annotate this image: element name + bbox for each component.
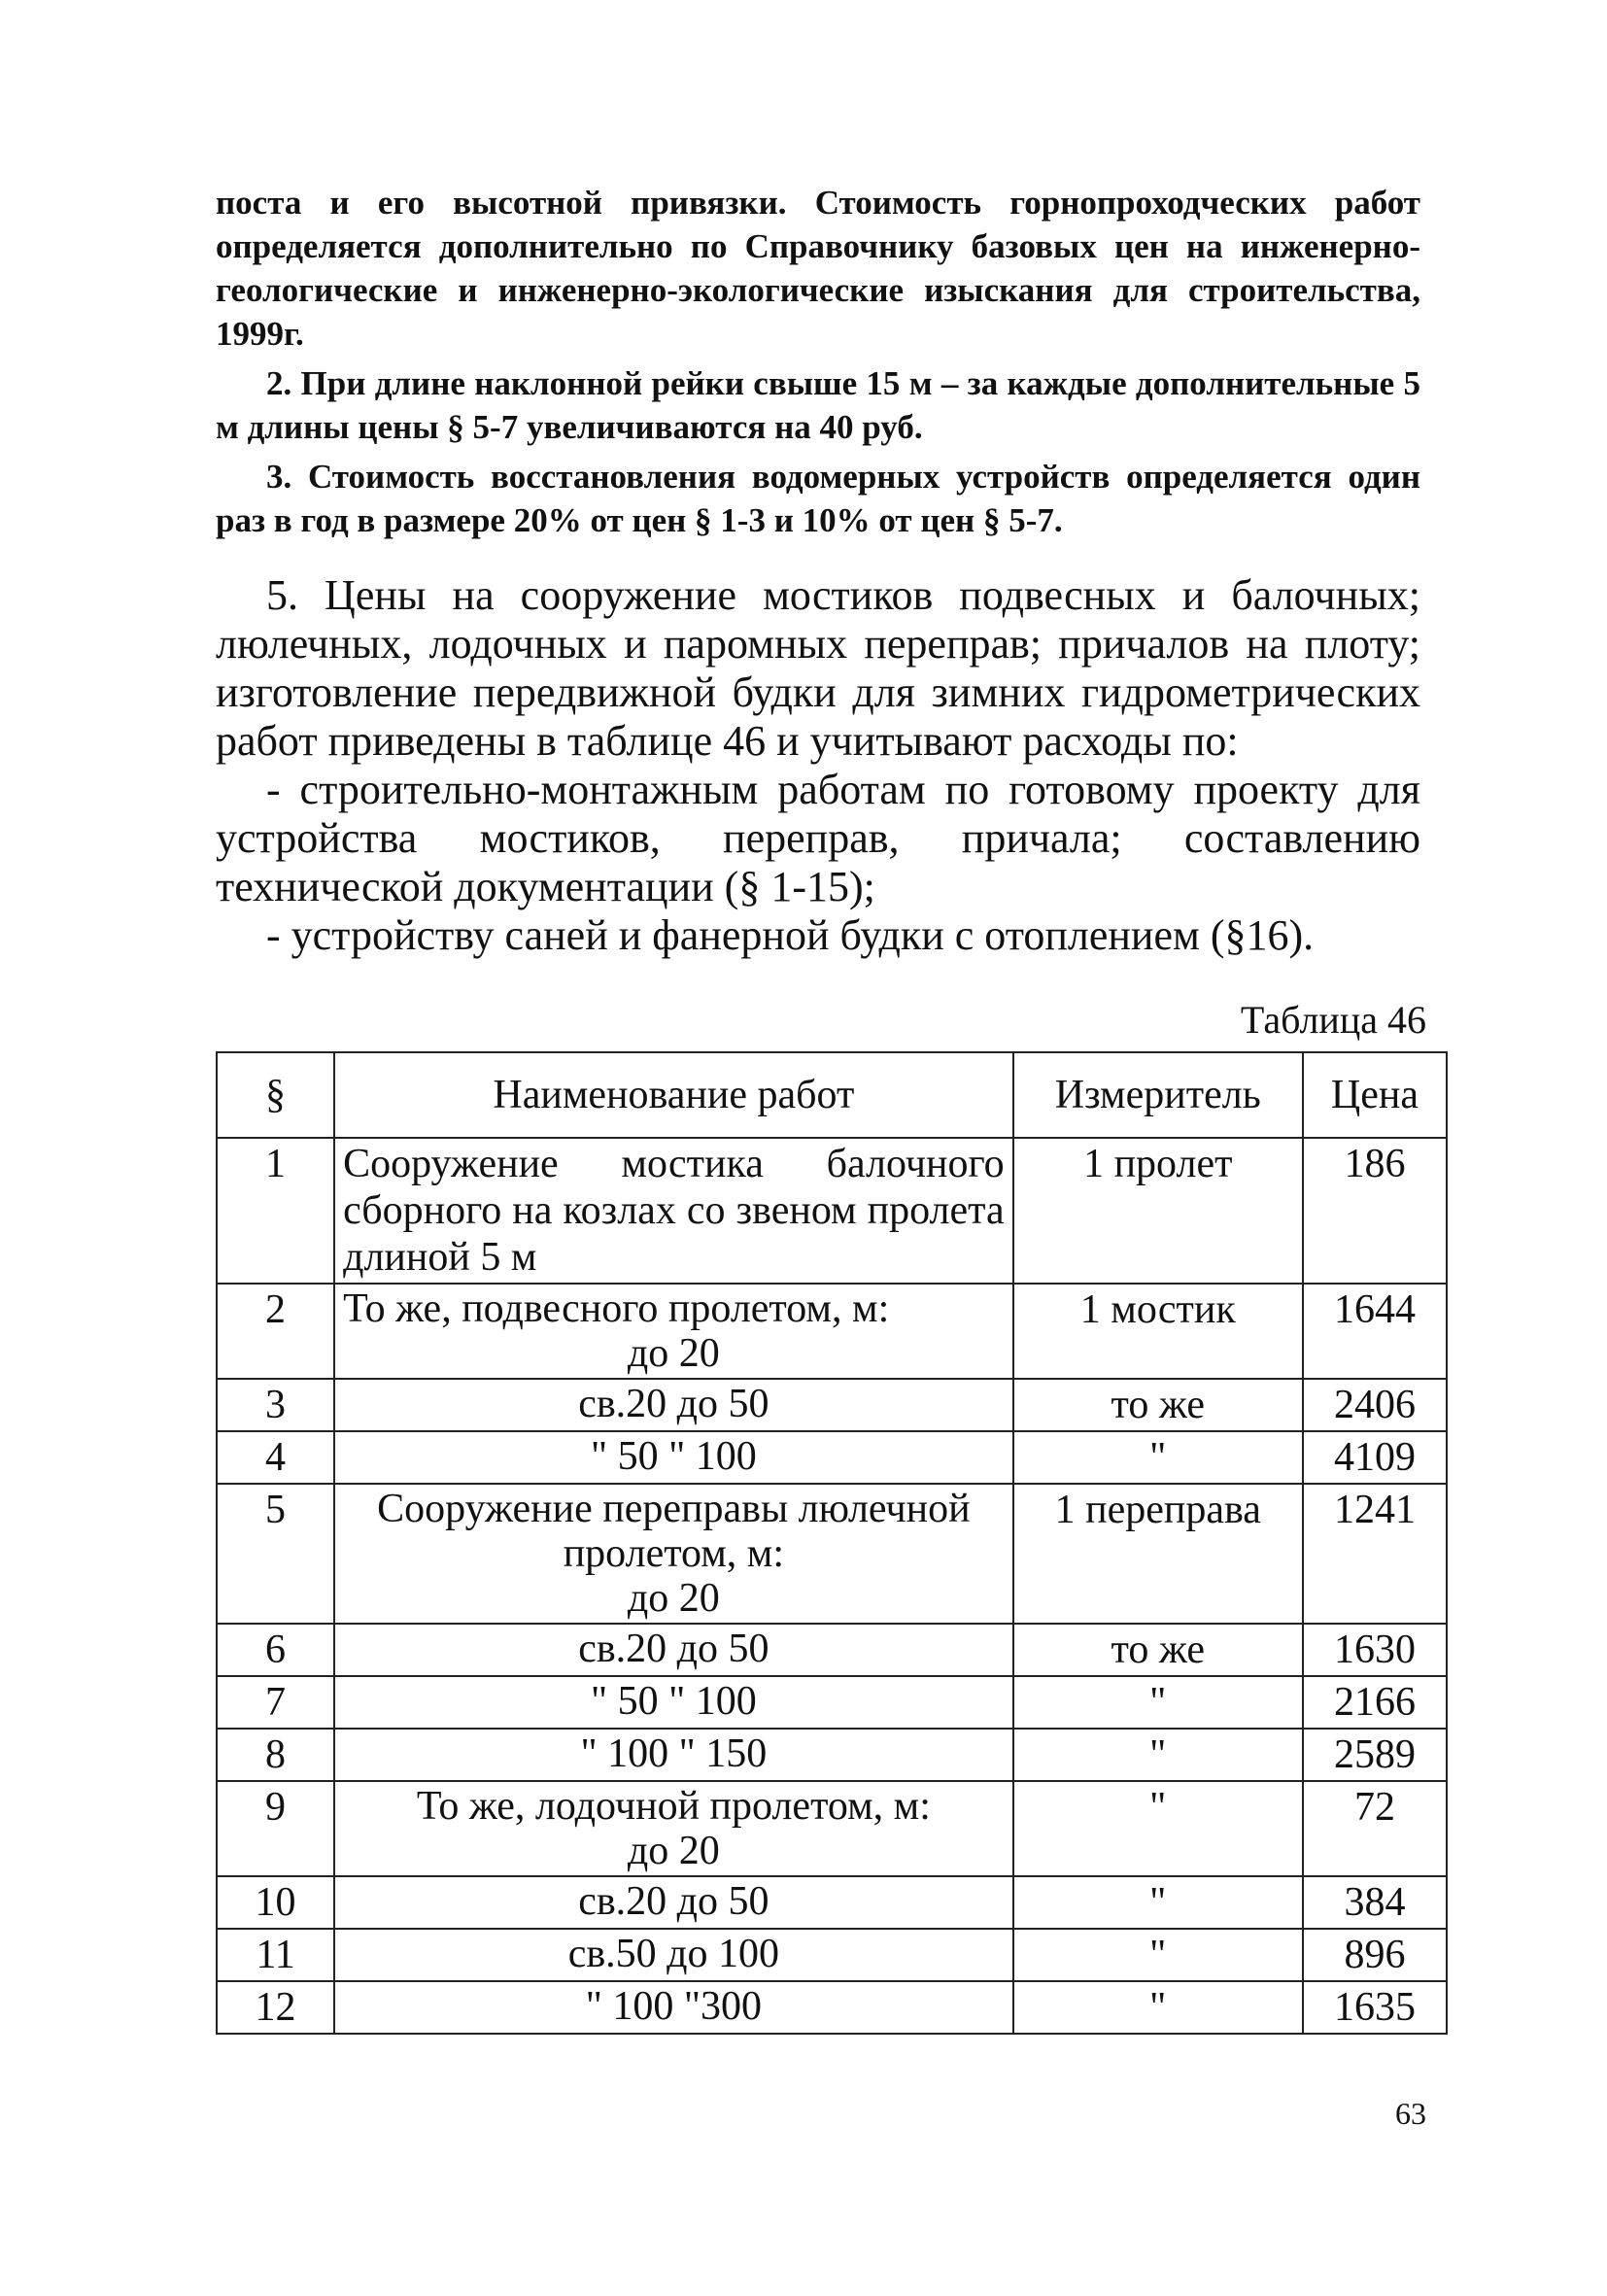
row-price: 1241 [1303, 1484, 1447, 1624]
note-paragraph-3: 3. Стоимость восстановления водомерных устройств определяется один раз в год в размере 20% от цен § 1-3 и 10% от цен § 5-7. [216, 458, 1420, 539]
row-unit: " [1013, 1929, 1303, 1981]
row-subname: до 20 [627, 1331, 720, 1376]
section-paragraph-3: - устройству саней и фанерной будки с отоплением (§16). [266, 911, 1315, 959]
row-unit: " [1013, 1431, 1303, 1484]
row-unit: " [1013, 1729, 1303, 1781]
header-work-name: Наименование работ [334, 1052, 1013, 1138]
row-number: 7 [217, 1676, 334, 1729]
row-price: 186 [1303, 1138, 1447, 1284]
row-price: 1644 [1303, 1284, 1447, 1379]
row-unit: " [1013, 1876, 1303, 1929]
row-subname: до 20 [627, 1829, 720, 1873]
row-price: 4109 [1303, 1431, 1447, 1484]
row-name [334, 1484, 1013, 1624]
section-5-text [216, 571, 1420, 960]
price-table [216, 1051, 1448, 2035]
table-caption: Таблица 46 [1240, 998, 1426, 1042]
note-paragraph-2: 2. При длине наклонной рейки свыше 15 м – за каждые дополнительные 5 м длины цены § 5-7 увеличиваются на 40 руб. [216, 364, 1420, 446]
table-row [217, 1379, 1447, 1431]
row-price: 2406 [1303, 1379, 1447, 1431]
notes-block [216, 181, 1420, 548]
row-number: 12 [217, 1981, 334, 2034]
note-paragraph-1: поста и его высотной привязки. Стоимость горнопроходческих работ определяется дополнительно по Справочнику базовых цен на инженерно-геологические и инженерно-экологические изыскания для строительства, 1999г. [216, 184, 1420, 353]
row-name: св.50 до 100 [334, 1929, 1013, 1981]
row-number: 11 [217, 1929, 334, 1981]
row-price: 896 [1303, 1929, 1447, 1981]
row-group-label: То же, подвесного пролетом, м: [343, 1286, 890, 1331]
row-number: 9 [217, 1781, 334, 1876]
row-subname: до 20 [627, 1576, 720, 1621]
row-number: 5 [217, 1484, 334, 1624]
row-price: 2589 [1303, 1729, 1447, 1781]
section-paragraph-2: - строительно-монтажным работам по готовому проекту для устройства мостиков, переправ, причала; составлению технической документации (§ 1-15); [216, 766, 1420, 910]
row-name [334, 1781, 1013, 1876]
page-number: 63 [1395, 2096, 1426, 2131]
row-number: 8 [217, 1729, 334, 1781]
row-price: 384 [1303, 1876, 1447, 1929]
table-row [217, 1676, 1447, 1729]
table-row [217, 1876, 1447, 1929]
row-group-label: Сооружение переправы люлечной пролетом, м: [377, 1487, 971, 1576]
table-header-row [217, 1052, 1447, 1138]
row-name: св.20 до 50 [334, 1624, 1013, 1676]
table-row [217, 1284, 1447, 1379]
row-number: 1 [217, 1138, 334, 1284]
row-number: 3 [217, 1379, 334, 1431]
table-row [217, 1138, 1447, 1284]
row-price: 72 [1303, 1781, 1447, 1876]
table-row [217, 1981, 1447, 2034]
row-number: 4 [217, 1431, 334, 1484]
row-name: " 100 "300 [334, 1981, 1013, 2034]
row-price: 1635 [1303, 1981, 1447, 2034]
table-row [217, 1624, 1447, 1676]
row-unit: " [1013, 1781, 1303, 1876]
header-unit: Измеритель [1013, 1052, 1303, 1138]
row-group-label: То же, лодочной пролетом, м: [416, 1784, 931, 1829]
header-price: Цена [1303, 1052, 1447, 1138]
table-row [217, 1484, 1447, 1624]
row-name: св.20 до 50 [334, 1379, 1013, 1431]
header-paragraph: § [217, 1052, 334, 1138]
row-unit: 1 мостик [1013, 1284, 1303, 1379]
row-unit: " [1013, 1676, 1303, 1729]
table-row [217, 1781, 1447, 1876]
row-name: " 50 " 100 [334, 1676, 1013, 1729]
table-row [217, 1929, 1447, 1981]
row-unit: то же [1013, 1624, 1303, 1676]
table-row [217, 1431, 1447, 1484]
row-name [334, 1284, 1013, 1379]
row-number: 6 [217, 1624, 334, 1676]
section-paragraph-1: 5. Цены на сооружение мостиков подвесных и балочных; люлечных, лодочных и паромных переправ; причалов на плоту; изготовление передвижной будки для зимних гидрометрических работ приведены в таблице 46 и учитывают расходы по: [216, 571, 1420, 765]
table-row [217, 1729, 1447, 1781]
row-price: 2166 [1303, 1676, 1447, 1729]
row-name: " 50 " 100 [334, 1431, 1013, 1484]
row-unit: " [1013, 1981, 1303, 2034]
row-unit: 1 пролет [1013, 1138, 1303, 1284]
row-number: 2 [217, 1284, 334, 1379]
row-name: " 100 " 150 [334, 1729, 1013, 1781]
row-name: св.20 до 50 [334, 1876, 1013, 1929]
row-price: 1630 [1303, 1624, 1447, 1676]
row-unit: то же [1013, 1379, 1303, 1431]
row-number: 10 [217, 1876, 334, 1929]
row-unit: 1 переправа [1013, 1484, 1303, 1624]
row-name: Сооружение мостика балочного сборного на козлах со звеном пролета длиной 5 м [334, 1138, 1013, 1284]
